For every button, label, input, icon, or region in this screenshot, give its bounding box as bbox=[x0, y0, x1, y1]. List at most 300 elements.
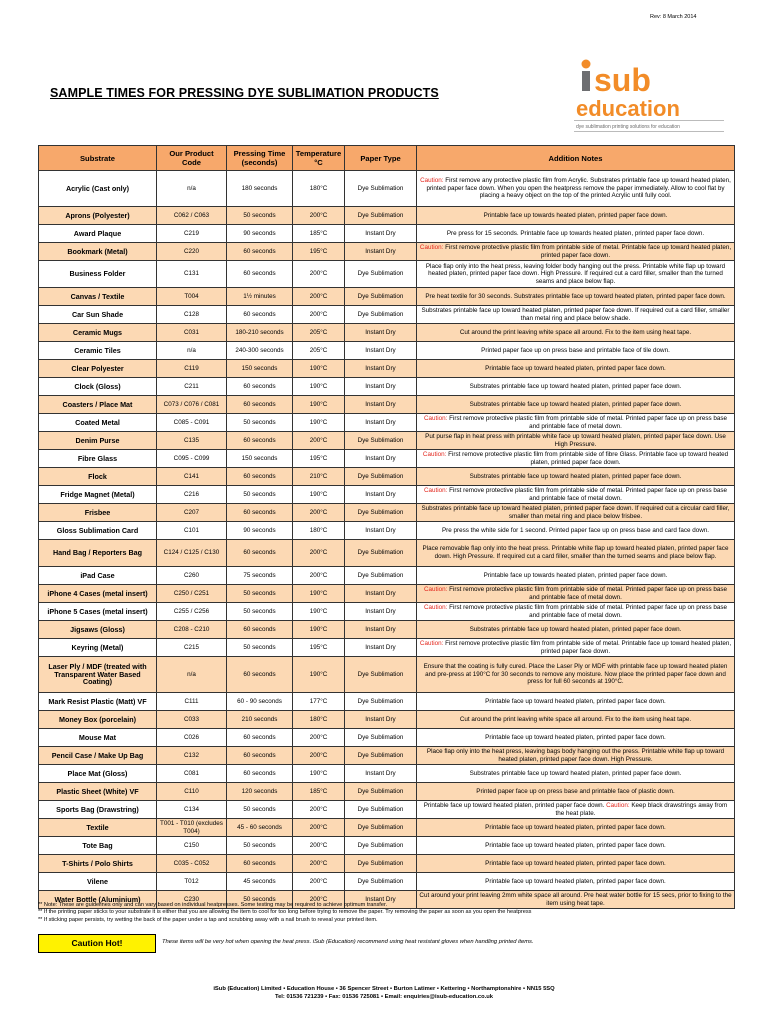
header-paper-type: Paper Type bbox=[345, 146, 417, 171]
table-row bbox=[39, 567, 735, 585]
table-row bbox=[39, 873, 735, 891]
pressing-time-cell: 60 seconds bbox=[227, 765, 293, 783]
temperature-cell: 200°C bbox=[293, 288, 345, 306]
temperature-cell: 200°C bbox=[293, 504, 345, 522]
note-text: Pre heat textile for 30 seconds. Substrates printable face up toward heated platen, printed paper face down. bbox=[425, 292, 726, 300]
pressing-time-cell: 120 seconds bbox=[227, 783, 293, 801]
temperature-cell: 190°C bbox=[293, 414, 345, 432]
temperature-cell: 195°C bbox=[293, 243, 345, 261]
pressing-time-cell: 60 seconds bbox=[227, 504, 293, 522]
table-row bbox=[39, 486, 735, 504]
table-header-row bbox=[39, 146, 735, 171]
product-code-cell: C150 bbox=[157, 837, 227, 855]
substrate-cell: iPhone 4 Cases (metal insert) bbox=[39, 585, 157, 603]
addition-notes-cell bbox=[417, 396, 735, 414]
caution-label: Caution: bbox=[419, 639, 444, 647]
table-row bbox=[39, 711, 735, 729]
substrate-cell: Jigsaws (Gloss) bbox=[39, 621, 157, 639]
product-code-cell: n/a bbox=[157, 342, 227, 360]
temperature-cell: 185°C bbox=[293, 783, 345, 801]
table-row bbox=[39, 396, 735, 414]
note-text: Printable face up toward heated platen, printed paper face down. bbox=[485, 841, 666, 849]
pressing-time-cell: 60 seconds bbox=[227, 378, 293, 396]
addition-notes-cell bbox=[417, 639, 735, 657]
substrate-cell: Mark Resist Plastic (Matt) VF bbox=[39, 693, 157, 711]
temperature-cell: 190°C bbox=[293, 378, 345, 396]
temperature-cell: 190°C bbox=[293, 585, 345, 603]
paper-type-cell: Dye Sublimation bbox=[345, 729, 417, 747]
caution-label: Caution: bbox=[422, 450, 447, 458]
paper-type-cell: Instant Dry bbox=[345, 603, 417, 621]
logo-graphic bbox=[574, 58, 724, 120]
paper-type-cell: Instant Dry bbox=[345, 342, 417, 360]
note-text: Printable face up toward heated platen, printed paper face down. bbox=[485, 733, 666, 741]
pressing-time-cell: 60 seconds bbox=[227, 621, 293, 639]
substrate-cell: Coated Metal bbox=[39, 414, 157, 432]
substrate-cell: Fibre Glass bbox=[39, 450, 157, 468]
temperature-cell: 205°C bbox=[293, 342, 345, 360]
table-row bbox=[39, 378, 735, 396]
pressing-time-cell: 50 seconds bbox=[227, 891, 293, 909]
pressing-time-cell: 180-210 seconds bbox=[227, 324, 293, 342]
product-code-cell: C111 bbox=[157, 693, 227, 711]
caution-label: Caution: bbox=[423, 486, 448, 494]
product-code-cell: C124 / C125 / C130 bbox=[157, 540, 227, 567]
paper-type-cell: Instant Dry bbox=[345, 324, 417, 342]
product-code-cell: C215 bbox=[157, 639, 227, 657]
temperature-cell: 200°C bbox=[293, 540, 345, 567]
note-text: Printable face up towards heated platen, printed paper face down. bbox=[483, 571, 668, 579]
temperature-cell: 200°C bbox=[293, 567, 345, 585]
addition-notes-cell bbox=[417, 360, 735, 378]
substrate-cell: iPad Case bbox=[39, 567, 157, 585]
note-text: Cut around your print leaving 2mm white space all around. Pre heat water bottle for 15 secs, prior to fixing to the item using heat tape. bbox=[419, 891, 732, 907]
substrate-cell: Keyring (Metal) bbox=[39, 639, 157, 657]
pressing-time-cell: 50 seconds bbox=[227, 837, 293, 855]
pressing-time-cell: 60 seconds bbox=[227, 855, 293, 873]
note-text: Substrates printable face up toward heated platen, printed paper face down. bbox=[469, 625, 682, 633]
addition-notes-cell bbox=[417, 711, 735, 729]
addition-notes-cell bbox=[417, 801, 735, 819]
substrate-cell: Pencil Case / Make Up Bag bbox=[39, 747, 157, 765]
pressing-time-cell: 50 seconds bbox=[227, 801, 293, 819]
table-row bbox=[39, 225, 735, 243]
table-row bbox=[39, 522, 735, 540]
product-code-cell: n/a bbox=[157, 171, 227, 207]
product-code-cell: C119 bbox=[157, 360, 227, 378]
pressing-time-cell: 50 seconds bbox=[227, 207, 293, 225]
addition-notes-cell bbox=[417, 504, 735, 522]
addition-notes-cell bbox=[417, 378, 735, 396]
temperature-cell: 190°C bbox=[293, 621, 345, 639]
footnote: ** If the printing paper sticks to your substrate it is either that you are allowing the item to cool for too long before trying to remove the paper. Try removing the paper as soon as you open the heatpress bbox=[38, 909, 532, 916]
substrate-cell: Canvas / Textile bbox=[39, 288, 157, 306]
paper-type-cell: Dye Sublimation bbox=[345, 504, 417, 522]
substrate-cell: Vilene bbox=[39, 873, 157, 891]
note-text: Place removable flap only into the heat press. Printable white flap up toward heated platen, printed paper face down. High Pressure. If required cut a card filler, smaller than the turned seams and place below flap. bbox=[422, 545, 729, 560]
note-text: Substrates printable face up toward heated platen, printed paper face down. If required cut a card filler, smaller than metal ring and place below shade. bbox=[421, 306, 730, 322]
note-text: Substrates printable face up toward heated platen, printed paper face down. bbox=[469, 400, 682, 408]
substrate-cell: Acrylic (Cast only) bbox=[39, 171, 157, 207]
temperature-cell: 190°C bbox=[293, 603, 345, 621]
temperature-cell: 200°C bbox=[293, 873, 345, 891]
note-text: First remove protective plastic film from printable side of metal. Printed paper face up on press base and printable face of metal down. bbox=[447, 486, 728, 502]
note-text: First remove protective plastic film from printable side of metal. Printed paper face up on press base and printable face of metal down. bbox=[447, 414, 728, 430]
paper-type-cell: Instant Dry bbox=[345, 450, 417, 468]
addition-notes-cell bbox=[417, 432, 735, 450]
pressing-time-cell: 50 seconds bbox=[227, 639, 293, 657]
table-row bbox=[39, 261, 735, 288]
substrate-cell: Gloss Sublimation Card bbox=[39, 522, 157, 540]
product-code-cell: C073 / C076 / C081 bbox=[157, 396, 227, 414]
product-code-cell: C135 bbox=[157, 432, 227, 450]
substrate-cell: Flock bbox=[39, 468, 157, 486]
product-code-cell: C134 bbox=[157, 801, 227, 819]
table-row bbox=[39, 747, 735, 765]
substrate-cell: Sports Bag (Drawstring) bbox=[39, 801, 157, 819]
header-substrate: Substrate bbox=[39, 146, 157, 171]
note-text: Place flap only into the heat press, leaving bags body hanging out the press. Printable white flap up toward heated platen, printed paper face down. High Pressure. bbox=[426, 747, 725, 763]
paper-type-cell: Instant Dry bbox=[345, 621, 417, 639]
temperature-cell: 200°C bbox=[293, 747, 345, 765]
substrate-cell: Coasters / Place Mat bbox=[39, 396, 157, 414]
logo-rule-bottom bbox=[574, 131, 724, 132]
addition-notes-cell bbox=[417, 288, 735, 306]
product-code-cell: C035 - C052 bbox=[157, 855, 227, 873]
substrate-cell: Business Folder bbox=[39, 261, 157, 288]
table-row bbox=[39, 621, 735, 639]
product-code-cell: n/a bbox=[157, 657, 227, 693]
paper-type-cell: Instant Dry bbox=[345, 711, 417, 729]
temperature-cell: 210°C bbox=[293, 468, 345, 486]
table-row bbox=[39, 639, 735, 657]
substrate-cell: Ceramic Tiles bbox=[39, 342, 157, 360]
addition-notes-cell bbox=[417, 243, 735, 261]
paper-type-cell: Dye Sublimation bbox=[345, 468, 417, 486]
caution-label: Caution: bbox=[423, 414, 448, 422]
product-code-cell: C132 bbox=[157, 747, 227, 765]
addition-notes-cell bbox=[417, 225, 735, 243]
caution-label: Caution: bbox=[420, 177, 444, 185]
temperature-cell: 200°C bbox=[293, 891, 345, 909]
table-row bbox=[39, 657, 735, 693]
paper-type-cell: Dye Sublimation bbox=[345, 837, 417, 855]
substrate-cell: Clear Polyester bbox=[39, 360, 157, 378]
substrate-cell: Place Mat (Gloss) bbox=[39, 765, 157, 783]
temperature-cell: 205°C bbox=[293, 324, 345, 342]
addition-notes-cell bbox=[417, 765, 735, 783]
pressing-time-cell: 60 seconds bbox=[227, 657, 293, 693]
paper-type-cell: Instant Dry bbox=[345, 486, 417, 504]
note-text: Substrates printable face up toward heated platen, printed paper face down. bbox=[469, 769, 682, 777]
note-text: Printable face up toward heated platen, printed paper face down. bbox=[485, 859, 666, 867]
note-text: Printable face up toward heated platen, printed paper face down. bbox=[485, 877, 666, 885]
temperature-cell: 195°C bbox=[293, 639, 345, 657]
product-code-cell: C033 bbox=[157, 711, 227, 729]
note-text: Printable face up toward heated platen, printed paper face down. bbox=[485, 697, 666, 705]
paper-type-cell: Dye Sublimation bbox=[345, 873, 417, 891]
product-code-cell: C101 bbox=[157, 522, 227, 540]
addition-notes-cell bbox=[417, 819, 735, 837]
logo-tagline: dye sublimation printing solutions for education bbox=[576, 124, 680, 130]
table-row bbox=[39, 243, 735, 261]
paper-type-cell: Dye Sublimation bbox=[345, 306, 417, 324]
substrate-cell: Water Bottle (Aluminium) bbox=[39, 891, 157, 909]
temperature-cell: 200°C bbox=[293, 306, 345, 324]
note-text: Put purse flap in heat press with printable white face up toward heated platen, printed paper face down. Use High Pressure. bbox=[425, 432, 726, 448]
temperature-cell: 190°C bbox=[293, 486, 345, 504]
paper-type-cell: Dye Sublimation bbox=[345, 540, 417, 567]
addition-notes-cell bbox=[417, 324, 735, 342]
footer-contact: Tel: 01536 721239 • Fax: 01536 725081 • Email: enquiries@isub-education.co.uk bbox=[274, 994, 494, 1000]
paper-type-cell: Instant Dry bbox=[345, 765, 417, 783]
substrate-cell: Award Plaque bbox=[39, 225, 157, 243]
pressing-time-cell: 240-300 seconds bbox=[227, 342, 293, 360]
product-code-cell: T001 - T010 (excludes T004) bbox=[157, 819, 227, 837]
temperature-cell: 200°C bbox=[293, 819, 345, 837]
note-text: Substrates printable face up toward heated platen, printed paper face down. bbox=[469, 382, 682, 390]
note-text: Printable face up toward heated platen, printed paper face down. bbox=[485, 364, 666, 372]
product-code-cell: C230 bbox=[157, 891, 227, 909]
table-row bbox=[39, 432, 735, 450]
table-row bbox=[39, 342, 735, 360]
temperature-cell: 185°C bbox=[293, 225, 345, 243]
table-row bbox=[39, 801, 735, 819]
note-text: Substrates printable face up toward heated platen, printed paper face down. If required cut a circular card filler, smaller than metal ring and place below frisbee. bbox=[421, 504, 730, 520]
addition-notes-cell bbox=[417, 540, 735, 567]
pressing-time-cell: 50 seconds bbox=[227, 486, 293, 504]
table-row bbox=[39, 324, 735, 342]
addition-notes-cell bbox=[417, 522, 735, 540]
addition-notes-cell bbox=[417, 621, 735, 639]
pressing-time-cell: 150 seconds bbox=[227, 360, 293, 378]
caution-label: Caution: bbox=[419, 243, 444, 251]
addition-notes-cell bbox=[417, 657, 735, 693]
pressing-time-cell: 60 seconds bbox=[227, 306, 293, 324]
addition-notes-cell bbox=[417, 450, 735, 468]
pressing-times-table bbox=[38, 145, 735, 909]
product-code-cell: C031 bbox=[157, 324, 227, 342]
pressing-time-cell: 60 seconds bbox=[227, 396, 293, 414]
note-text: Printable face up toward heated platen, printed paper face down. bbox=[485, 823, 666, 831]
product-code-cell: C211 bbox=[157, 378, 227, 396]
addition-notes-cell bbox=[417, 486, 735, 504]
table-row bbox=[39, 414, 735, 432]
caution-hot-text: These items will be very hot when opening the heat press. iSub (Education) recommend using heat resistant gloves when handling printed items. bbox=[162, 939, 534, 945]
paper-type-cell: Instant Dry bbox=[345, 225, 417, 243]
table-row bbox=[39, 819, 735, 837]
paper-type-cell: Instant Dry bbox=[345, 360, 417, 378]
footer-address: iSub (Education) Limited • Education House • 36 Spencer Street • Burton Latimer • Kettering • Northamptonshire • NN15 5SQ bbox=[213, 986, 555, 992]
logo-education-text: education bbox=[576, 96, 680, 120]
footer bbox=[0, 985, 768, 1001]
addition-notes-cell bbox=[417, 783, 735, 801]
revision-label: Rev: 8 March 2014 bbox=[650, 14, 697, 20]
product-code-cell: C250 / C251 bbox=[157, 585, 227, 603]
addition-notes-cell bbox=[417, 837, 735, 855]
note-text: Pre press for 15 seconds. Printable face up towards heated platen, printed paper face down. bbox=[446, 229, 705, 237]
addition-notes-cell bbox=[417, 603, 735, 621]
pressing-time-cell: 60 - 90 seconds bbox=[227, 693, 293, 711]
table-row bbox=[39, 783, 735, 801]
note-text: Substrates printable face up toward heated platen, printed paper face down. bbox=[469, 472, 682, 480]
product-code-cell: C208 - C210 bbox=[157, 621, 227, 639]
table-row bbox=[39, 765, 735, 783]
product-code-cell: T004 bbox=[157, 288, 227, 306]
table-row bbox=[39, 468, 735, 486]
paper-type-cell: Dye Sublimation bbox=[345, 693, 417, 711]
product-code-cell: C081 bbox=[157, 765, 227, 783]
pressing-time-cell: 50 seconds bbox=[227, 585, 293, 603]
note-text: Place flap only into the heat press, leaving folder body hanging out the press. Printable white flap up toward heated platen, printed paper face down. High Pressure. If required cut a card filler, smaller than the turned seams and place below flap. bbox=[425, 262, 726, 285]
note-text: Printable face up towards heated platen, printed paper face down. bbox=[483, 211, 668, 219]
logo-isub-text: sub bbox=[594, 62, 651, 98]
footnote: ** Note: These are guidelines only and can vary based on individual heatpresses. Some testing may be required to achieve optimum transfer. bbox=[38, 902, 388, 908]
pressing-time-cell: 75 seconds bbox=[227, 567, 293, 585]
pressing-time-cell: 60 seconds bbox=[227, 468, 293, 486]
pressing-time-cell: 45 - 60 seconds bbox=[227, 819, 293, 837]
substrate-cell: Plastic Sheet (White) VF bbox=[39, 783, 157, 801]
substrate-cell: T-Shirts / Polo Shirts bbox=[39, 855, 157, 873]
paper-type-cell: Instant Dry bbox=[345, 414, 417, 432]
paper-type-cell: Instant Dry bbox=[345, 639, 417, 657]
temperature-cell: 200°C bbox=[293, 801, 345, 819]
paper-type-cell: Dye Sublimation bbox=[345, 801, 417, 819]
header-pressing-time: Pressing Time (seconds) bbox=[227, 146, 293, 171]
temperature-cell: 180°C bbox=[293, 171, 345, 207]
table-row bbox=[39, 360, 735, 378]
table-row bbox=[39, 603, 735, 621]
substrate-cell: Clock (Gloss) bbox=[39, 378, 157, 396]
paper-type-cell: Dye Sublimation bbox=[345, 261, 417, 288]
note-text: First remove protective plastic film from printable side of metal. Printable face up toward heated platen, printed paper face down. bbox=[443, 639, 732, 655]
product-code-cell: C131 bbox=[157, 261, 227, 288]
pressing-time-cell: 60 seconds bbox=[227, 243, 293, 261]
temperature-cell: 200°C bbox=[293, 729, 345, 747]
addition-notes-cell bbox=[417, 207, 735, 225]
footnote: ** If sticking paper persists, try wetting the back of the paper under a tap and scrubbing away with a nail brush to reveal your printed item. bbox=[38, 916, 378, 923]
isub-education-logo bbox=[574, 58, 724, 138]
substrate-cell: Fridge Magnet (Metal) bbox=[39, 486, 157, 504]
pressing-time-cell: 50 seconds bbox=[227, 603, 293, 621]
page-title: SAMPLE TIMES FOR PRESSING DYE SUBLIMATION PRODUCTS bbox=[50, 86, 439, 100]
table-row bbox=[39, 288, 735, 306]
header-addition-notes: Addition Notes bbox=[417, 146, 735, 171]
paper-type-cell: Instant Dry bbox=[345, 243, 417, 261]
temperature-cell: 180°C bbox=[293, 711, 345, 729]
paper-type-cell: Instant Dry bbox=[345, 396, 417, 414]
note-text: Printed paper face up on press base and printable face of tile down. bbox=[481, 346, 670, 354]
product-code-cell: C260 bbox=[157, 567, 227, 585]
pressing-time-cell: 60 seconds bbox=[227, 540, 293, 567]
product-code-cell: C085 - C091 bbox=[157, 414, 227, 432]
caution-label: Caution: bbox=[423, 603, 448, 611]
addition-notes-cell bbox=[417, 171, 735, 207]
table-row bbox=[39, 207, 735, 225]
temperature-cell: 200°C bbox=[293, 261, 345, 288]
addition-notes-cell bbox=[417, 414, 735, 432]
substrate-cell: Aprons (Polyester) bbox=[39, 207, 157, 225]
product-code-cell: C141 bbox=[157, 468, 227, 486]
table-row bbox=[39, 450, 735, 468]
pressing-time-cell: 60 seconds bbox=[227, 432, 293, 450]
table-row bbox=[39, 171, 735, 207]
substrate-cell: Tote Bag bbox=[39, 837, 157, 855]
pressing-time-cell: 60 seconds bbox=[227, 729, 293, 747]
product-code-cell: C207 bbox=[157, 504, 227, 522]
pressing-time-cell: 150 seconds bbox=[227, 450, 293, 468]
substrate-cell: Mouse Mat bbox=[39, 729, 157, 747]
paper-type-cell: Instant Dry bbox=[345, 522, 417, 540]
temperature-cell: 190°C bbox=[293, 396, 345, 414]
paper-type-cell: Dye Sublimation bbox=[345, 288, 417, 306]
paper-type-cell: Instant Dry bbox=[345, 378, 417, 396]
substrate-cell: Textile bbox=[39, 819, 157, 837]
caution-label: Caution: bbox=[423, 585, 448, 593]
substrate-cell: Denim Purse bbox=[39, 432, 157, 450]
temperature-cell: 190°C bbox=[293, 765, 345, 783]
table-row bbox=[39, 585, 735, 603]
note-text: First remove protective plastic film from printable side of metal. Printed paper face up on press base and printable face of metal down. bbox=[447, 603, 728, 619]
product-code-cell: C128 bbox=[157, 306, 227, 324]
table-row bbox=[39, 306, 735, 324]
substrate-cell: Car Sun Shade bbox=[39, 306, 157, 324]
note-text: Printed paper face up on press base and printable face of plastic down. bbox=[476, 787, 675, 795]
header-product-code: Our Product Code bbox=[157, 146, 227, 171]
caution-label: Caution: bbox=[606, 801, 630, 809]
table-row bbox=[39, 729, 735, 747]
paper-type-cell: Dye Sublimation bbox=[345, 819, 417, 837]
paper-type-cell: Dye Sublimation bbox=[345, 207, 417, 225]
logo-rule-top bbox=[574, 120, 724, 121]
temperature-cell: 200°C bbox=[293, 432, 345, 450]
temperature-cell: 200°C bbox=[293, 855, 345, 873]
caution-hot-badge: Caution Hot! bbox=[38, 934, 156, 953]
note-text: First remove any protective plastic film from Acrylic. Substrates printable face up toward heated platen, printed paper face down. When you open the heatpress remove the paper immediately. Allow to cool flat by placing a heavy object on the top of the printed Acrylic until fully cool. bbox=[426, 177, 731, 200]
addition-notes-cell bbox=[417, 306, 735, 324]
footnotes bbox=[38, 902, 738, 924]
table-row bbox=[39, 693, 735, 711]
paper-type-cell: Dye Sublimation bbox=[345, 747, 417, 765]
product-code-cell: C062 / C063 bbox=[157, 207, 227, 225]
paper-type-cell: Dye Sublimation bbox=[345, 171, 417, 207]
table-row bbox=[39, 504, 735, 522]
paper-type-cell: Dye Sublimation bbox=[345, 657, 417, 693]
note-text: First remove protective plastic film from printable side of metal. Printed paper face up on press base and printable face of metal down. bbox=[447, 585, 728, 601]
temperature-cell: 190°C bbox=[293, 657, 345, 693]
product-code-cell: C255 / C256 bbox=[157, 603, 227, 621]
header-temperature: Temperature °C bbox=[293, 146, 345, 171]
paper-type-cell: Dye Sublimation bbox=[345, 783, 417, 801]
pressing-time-cell: 90 seconds bbox=[227, 225, 293, 243]
paper-type-cell: Dye Sublimation bbox=[345, 432, 417, 450]
substrate-cell: Frisbee bbox=[39, 504, 157, 522]
table-row bbox=[39, 855, 735, 873]
addition-notes-cell bbox=[417, 747, 735, 765]
pressing-time-cell: 210 seconds bbox=[227, 711, 293, 729]
table-row bbox=[39, 837, 735, 855]
note-text: Cut around the print leaving white space all around. Fix to the item using heat tape. bbox=[459, 328, 692, 336]
product-code-cell: C095 - C099 bbox=[157, 450, 227, 468]
note-text: Keep black drawstrings away from the heat plate. bbox=[555, 801, 728, 817]
temperature-cell: 190°C bbox=[293, 360, 345, 378]
paper-type-cell: Dye Sublimation bbox=[345, 855, 417, 873]
note-text: Pre press the white side for 1 second. Printed paper face up on press base and card face down. bbox=[441, 526, 710, 534]
table-body bbox=[39, 171, 735, 909]
paper-type-cell: Dye Sublimation bbox=[345, 567, 417, 585]
pressing-time-cell: 180 seconds bbox=[227, 171, 293, 207]
paper-type-cell: Instant Dry bbox=[345, 891, 417, 909]
